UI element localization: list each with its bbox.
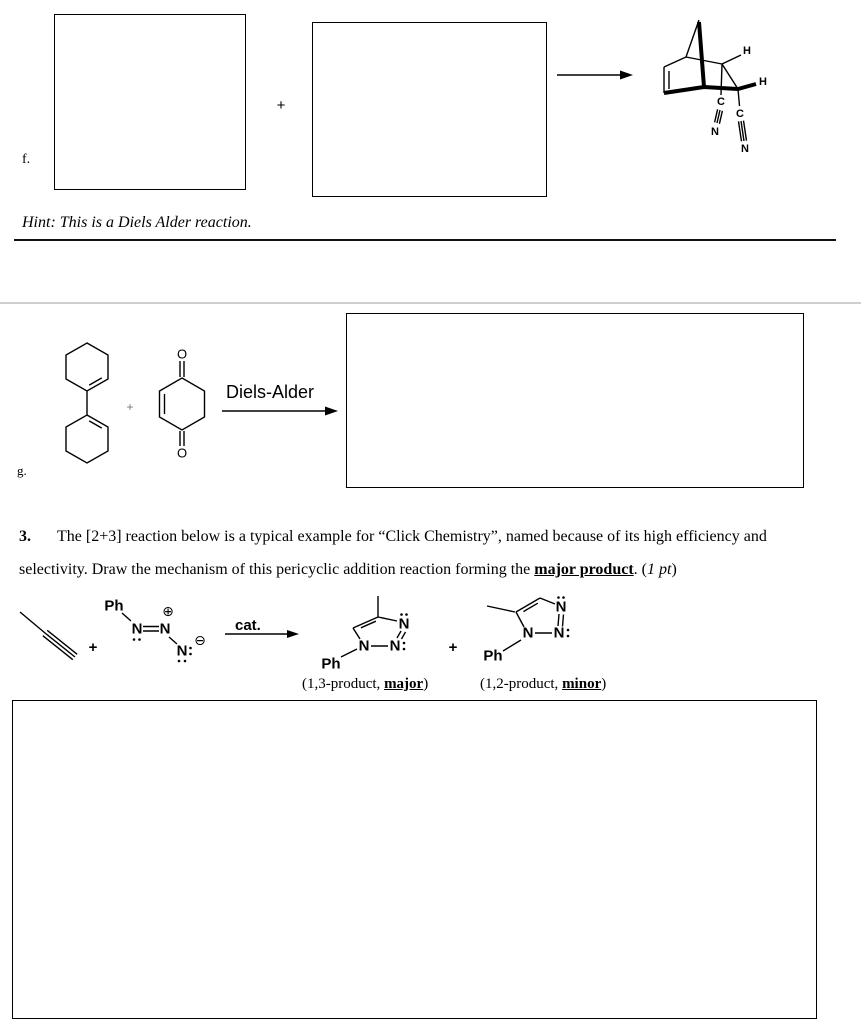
caption-close: ) xyxy=(601,676,607,692)
caption-text: (1,2-product, xyxy=(480,676,563,692)
major-product-caption xyxy=(302,677,428,692)
part-g-label: g. xyxy=(17,463,27,478)
minor-product-caption xyxy=(480,677,606,692)
bicyclohexenyl-diene xyxy=(66,343,108,463)
question-3-line-2 xyxy=(19,562,677,578)
nitrogen-label: N xyxy=(358,637,370,655)
lone-pair-dot xyxy=(562,596,565,599)
nitrogen-label: N xyxy=(398,615,410,633)
lone-pair-dot xyxy=(138,638,141,641)
lone-pair-dot xyxy=(557,596,560,599)
lone-pair-dot xyxy=(400,613,403,616)
catalyst-label: cat. xyxy=(235,617,261,634)
nitrile-nitrogen-label: N xyxy=(711,126,719,138)
answer-box-reactant-2 xyxy=(312,22,547,197)
nitrogen-label: N xyxy=(553,624,565,642)
caption-text: (1,3-product, xyxy=(302,676,385,692)
lone-pair-dot xyxy=(567,635,570,638)
propyne xyxy=(20,612,77,660)
plus-sign: + xyxy=(276,97,286,114)
lone-pair-dot xyxy=(189,653,192,656)
negative-charge-icon: ⊖ xyxy=(194,633,206,649)
hydrogen-label: H xyxy=(759,76,767,88)
nitrile-carbon-label: C xyxy=(736,108,744,120)
nitrogen-label: N xyxy=(555,598,567,616)
major-product-emphasis: major product xyxy=(534,561,634,578)
points-value: 1 pt xyxy=(646,561,672,578)
plus-sign: + xyxy=(126,400,134,414)
norbornene-dinitrile-product xyxy=(664,20,767,155)
phenyl-label: Ph xyxy=(483,647,503,665)
lone-pair-dot xyxy=(184,660,187,663)
nitrogen-label: N xyxy=(522,624,534,642)
answer-box-reactant-1 xyxy=(54,14,246,190)
answer-box-product-g xyxy=(346,313,804,488)
points-open: ( xyxy=(641,561,647,578)
triazole-minor-product xyxy=(483,596,569,664)
oxygen-label: O xyxy=(176,445,188,461)
nitrile-nitrogen-label: N xyxy=(741,143,749,155)
caption-close: ) xyxy=(423,676,429,692)
cyclohexenedione-dienophile xyxy=(160,347,205,461)
nitrogen-label: N xyxy=(389,637,401,655)
lone-pair-dot xyxy=(403,642,406,645)
arrowhead xyxy=(287,630,299,638)
nitrogen-label: N xyxy=(176,642,188,660)
phenyl-label: Ph xyxy=(321,655,341,673)
question-3-text: selectivity. Draw the mechanism of this pericyclic addition reaction forming the xyxy=(19,561,535,578)
question-3-period: . xyxy=(633,561,642,578)
answer-box-mechanism xyxy=(12,700,817,1019)
question-3-number: 3. xyxy=(19,528,31,545)
nitrile-carbon-label: C xyxy=(717,96,725,108)
ring-bonds xyxy=(66,343,108,463)
positive-charge-icon: ⊕ xyxy=(162,604,174,620)
lone-pair-dot xyxy=(133,638,136,641)
lone-pair-dot xyxy=(189,647,192,650)
caption-emphasis: major xyxy=(384,676,424,692)
hint-text: Hint: This is a Diels Alder reaction. xyxy=(22,214,252,231)
lone-pair-dot xyxy=(178,660,181,663)
wedge-bonds xyxy=(664,22,756,93)
plus-sign: + xyxy=(448,639,458,656)
part-f-label: f. xyxy=(22,152,31,167)
ring-bonds xyxy=(160,361,205,446)
arrow-f xyxy=(557,71,633,80)
arrowhead xyxy=(620,71,633,80)
hint-underline-rule xyxy=(14,239,836,241)
page-separator xyxy=(0,302,861,304)
phenyl-azide xyxy=(104,598,205,663)
hydrogen-label: H xyxy=(743,45,751,57)
caption-emphasis: minor xyxy=(562,676,602,692)
nitrogen-label: N xyxy=(131,620,143,638)
phenyl-label: Ph xyxy=(104,597,124,615)
lone-pair-dot xyxy=(567,629,570,632)
alkyne-bonds xyxy=(20,612,77,660)
arrow-diels-alder xyxy=(222,407,338,416)
plus-sign: + xyxy=(88,639,98,656)
arrowhead xyxy=(325,407,338,416)
triazole-major-product xyxy=(321,596,409,673)
points-close: ) xyxy=(671,561,677,578)
lone-pair-dot xyxy=(405,613,408,616)
diels-alder-arrow-label: Diels-Alder xyxy=(226,382,315,402)
lone-pair-dot xyxy=(403,648,406,651)
question-3-line-1: The [2+3] reaction below is a typical example for “Click Chemistry”, named because of its high efficiency and xyxy=(57,528,767,545)
nitrogen-label: N xyxy=(159,620,171,638)
oxygen-label: O xyxy=(176,346,188,362)
